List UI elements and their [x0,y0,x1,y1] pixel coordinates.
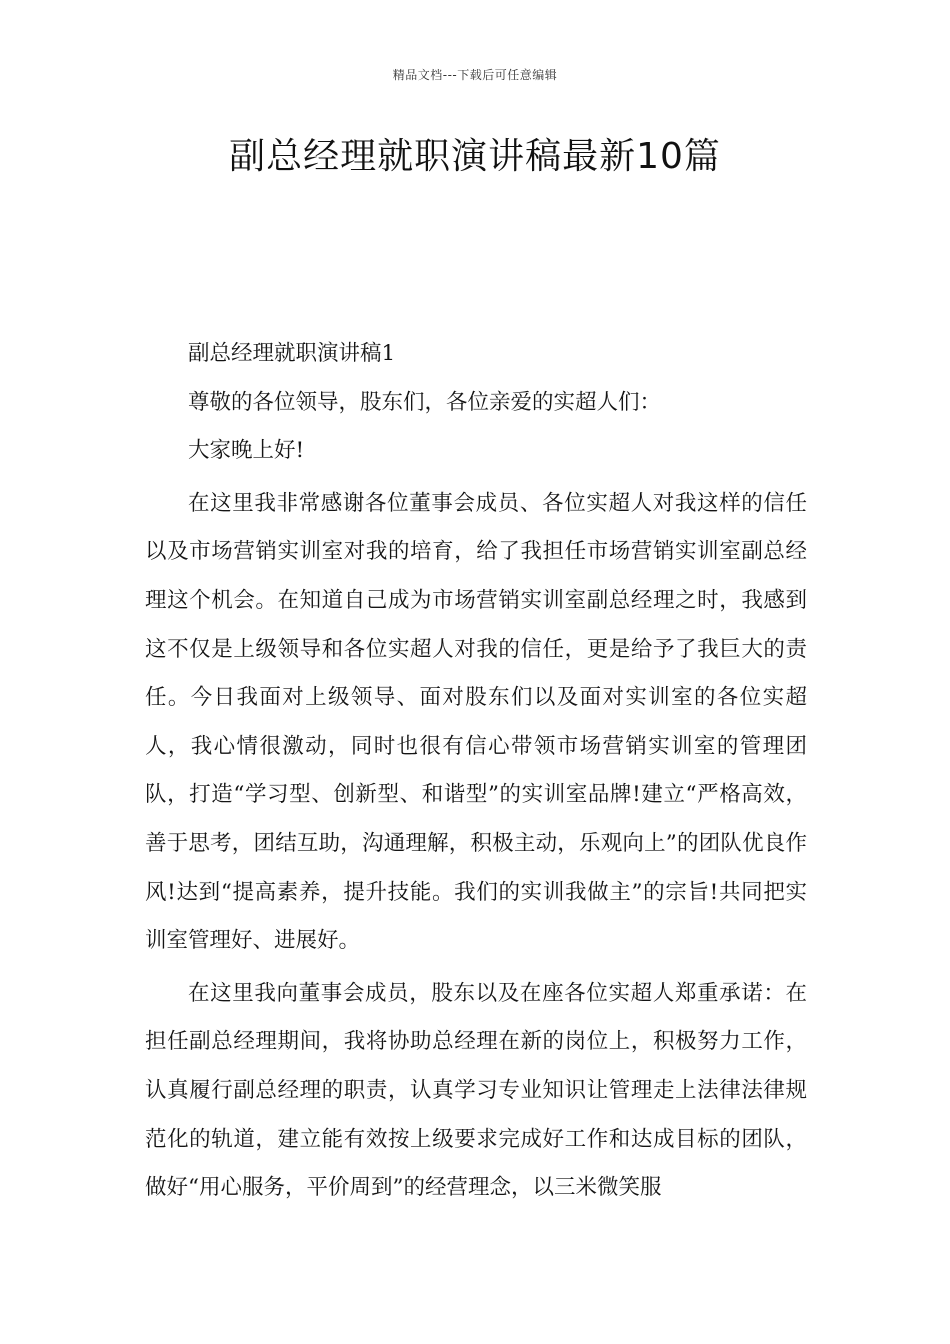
greeting: 大家晚上好! [188,438,305,464]
body-paragraph: 在这里我向董事会成员，股东以及在座各位实超人郑重承诺：在担任副总经理期间，我将协助总经理在新的岗位上，积极努力工作，认真履行副总经理的职责，认真学习专业知识让管理走上法律法律规范化的轨道，建立能有效按上级要求完成好工作和达成目标的团队，做好“用心服务，平价周到”的经营理念，以三米微笑服 [145,980,807,1201]
section-heading: 副总经理就职演讲稿1 [188,341,396,366]
header-note: 精品文档---下载后可任意编辑 [392,68,558,82]
document-body [145,330,807,1213]
document-title: 副总经理就职演讲稿最新10篇 [229,136,721,177]
body-paragraph: 在这里我非常感谢各位董事会成员、各位实超人对我这样的信任以及市场营销实训室对我的培育，给了我担任市场营销实训室副总经理这个机会。在知道自己成为市场营销实训室副总经理之时，我感到这不仅是上级领导和各位实超人对我的信任，更是给予了我巨大的责任。今日我面对上级领导、面对股东们以及面对实训室的各位实超人，我心情很激动，同时也很有信心带领市场营销实训室的管理团队，打造“学习型、创新型、和谐型”的实训室品牌!建立“严格高效，善于思考，团结互助，沟通理解，积极主动，乐观向上”的团队优良作风!达到“提高素养，提升技能。我们的实训我做主”的宗旨!共同把实训室管理好、进展好。 [145,490,807,954]
salutation: 尊敬的各位领导，股东们，各位亲爱的实超人们： [188,389,662,415]
